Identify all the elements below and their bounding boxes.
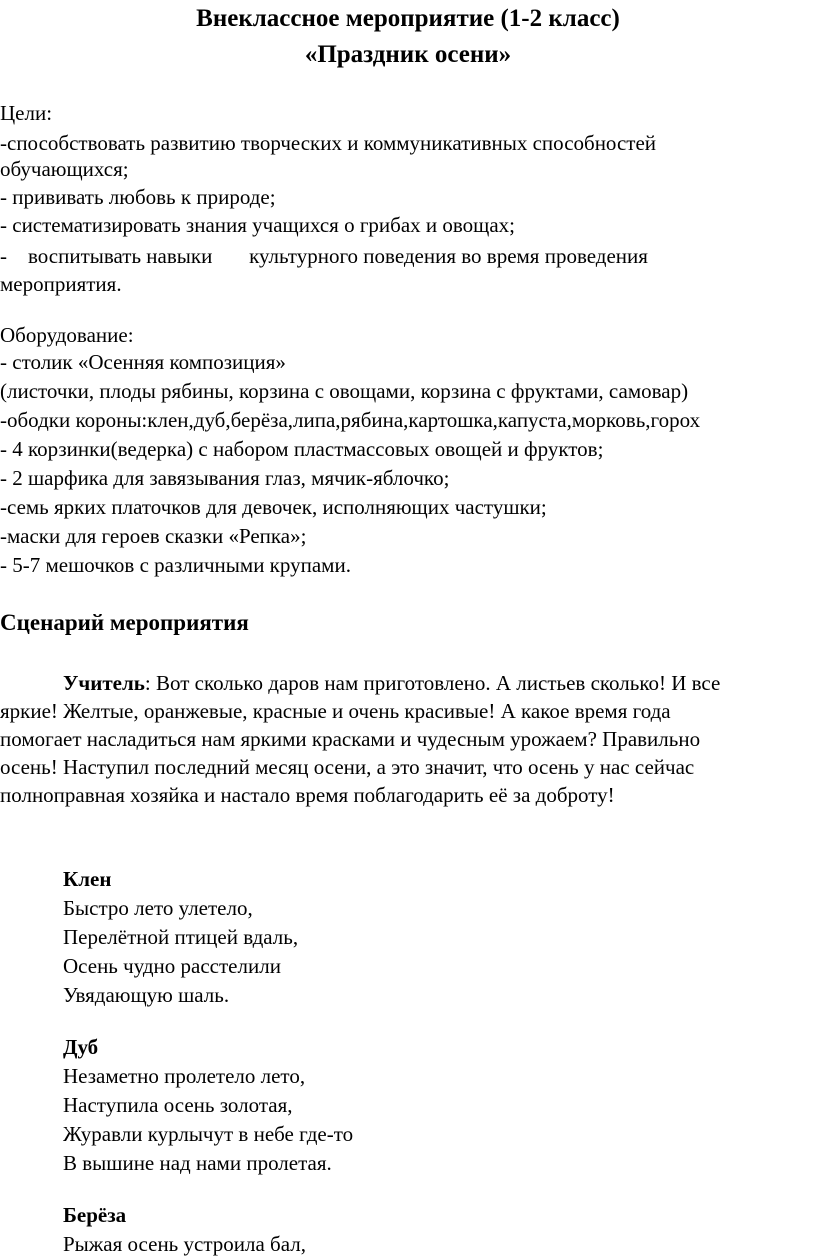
poem-line: Увядающую шаль. <box>63 983 230 1007</box>
goals-line: - систематизировать знания учащихся о грибах и овощах; <box>0 213 516 237</box>
equipment-line: - 4 корзинки(ведерка) с набором пластмассовых овощей и фруктов; <box>0 437 604 461</box>
equipment-line: - 2 шарфика для завязывания глаз, мячик-яблочко; <box>0 466 450 490</box>
speech-line: яркие! Желтые, оранжевые, красные и очень красивые! А какое время года <box>0 699 671 723</box>
equipment-line: -семь ярких платочков для девочек, исполняющих частушки; <box>0 495 547 519</box>
poem-line: Осень чудно расстелили <box>63 954 281 978</box>
goals-line: -способствовать развитию творческих и коммуникативных способностей <box>0 131 657 155</box>
poem-title: Дуб <box>63 1035 99 1059</box>
poem-line: Наступила осень золотая, <box>63 1093 293 1117</box>
speech-line: осень! Наступил последний месяц осени, а это значит, что осень у нас сейчас <box>0 755 695 779</box>
poem-line: Быстро лето улетело, <box>63 896 253 920</box>
poem-line: Рыжая осень устроила бал, <box>63 1232 306 1256</box>
goals-line: обучающихся; <box>0 157 129 181</box>
page-subtitle: «Праздник осени» <box>304 41 512 68</box>
goals-line: - прививать любовь к природе; <box>0 185 276 209</box>
poem-line: Перелётной птицей вдаль, <box>63 925 299 949</box>
poem-title: Берёза <box>63 1203 127 1227</box>
equipment-line: (листочки, плоды рябины, корзина с овощами, корзина с фруктами, самовар) <box>0 379 689 403</box>
goals-line: - воспитывать навыки культурного поведения во время проведения <box>0 244 648 268</box>
speech-line: полноправная хозяйка и настало время поблагодарить её за доброту! <box>0 783 615 807</box>
scenario-heading: Сценарий мероприятия <box>0 610 249 635</box>
poem-line: Незаметно пролетело лето, <box>63 1064 306 1088</box>
poem-line: Журавли курлычут в небе где-то <box>63 1122 354 1146</box>
speaker-name: Учитель <box>63 671 145 695</box>
poem-line: В вышине над нами пролетая. <box>63 1151 332 1175</box>
speech-text: : Вот сколько даров нам приготовлено. А листьев сколько! И все <box>144 671 721 695</box>
equipment-label: Оборудование: <box>0 323 134 347</box>
equipment-line: - 5-7 мешочков с различными крупами. <box>0 553 351 577</box>
goals-line: мероприятия. <box>0 272 122 296</box>
equipment-line: -маски для героев сказки «Репка»; <box>0 524 307 548</box>
equipment-line: - столик «Осенняя композиция» <box>0 350 286 374</box>
page-title: Внеклассное мероприятие (1-2 класс) <box>196 5 620 32</box>
teacher-speech-first-line <box>63 670 720 696</box>
poem-title: Клен <box>63 867 112 891</box>
goals-label: Цели: <box>0 101 53 125</box>
equipment-line: -ободки короны:клен,дуб,берёза,липа,рябина,картошка,капуста,морковь,горох <box>0 408 701 432</box>
speech-line: помогает насладиться нам яркими красками и чудесным урожаем? Правильно <box>0 727 701 751</box>
